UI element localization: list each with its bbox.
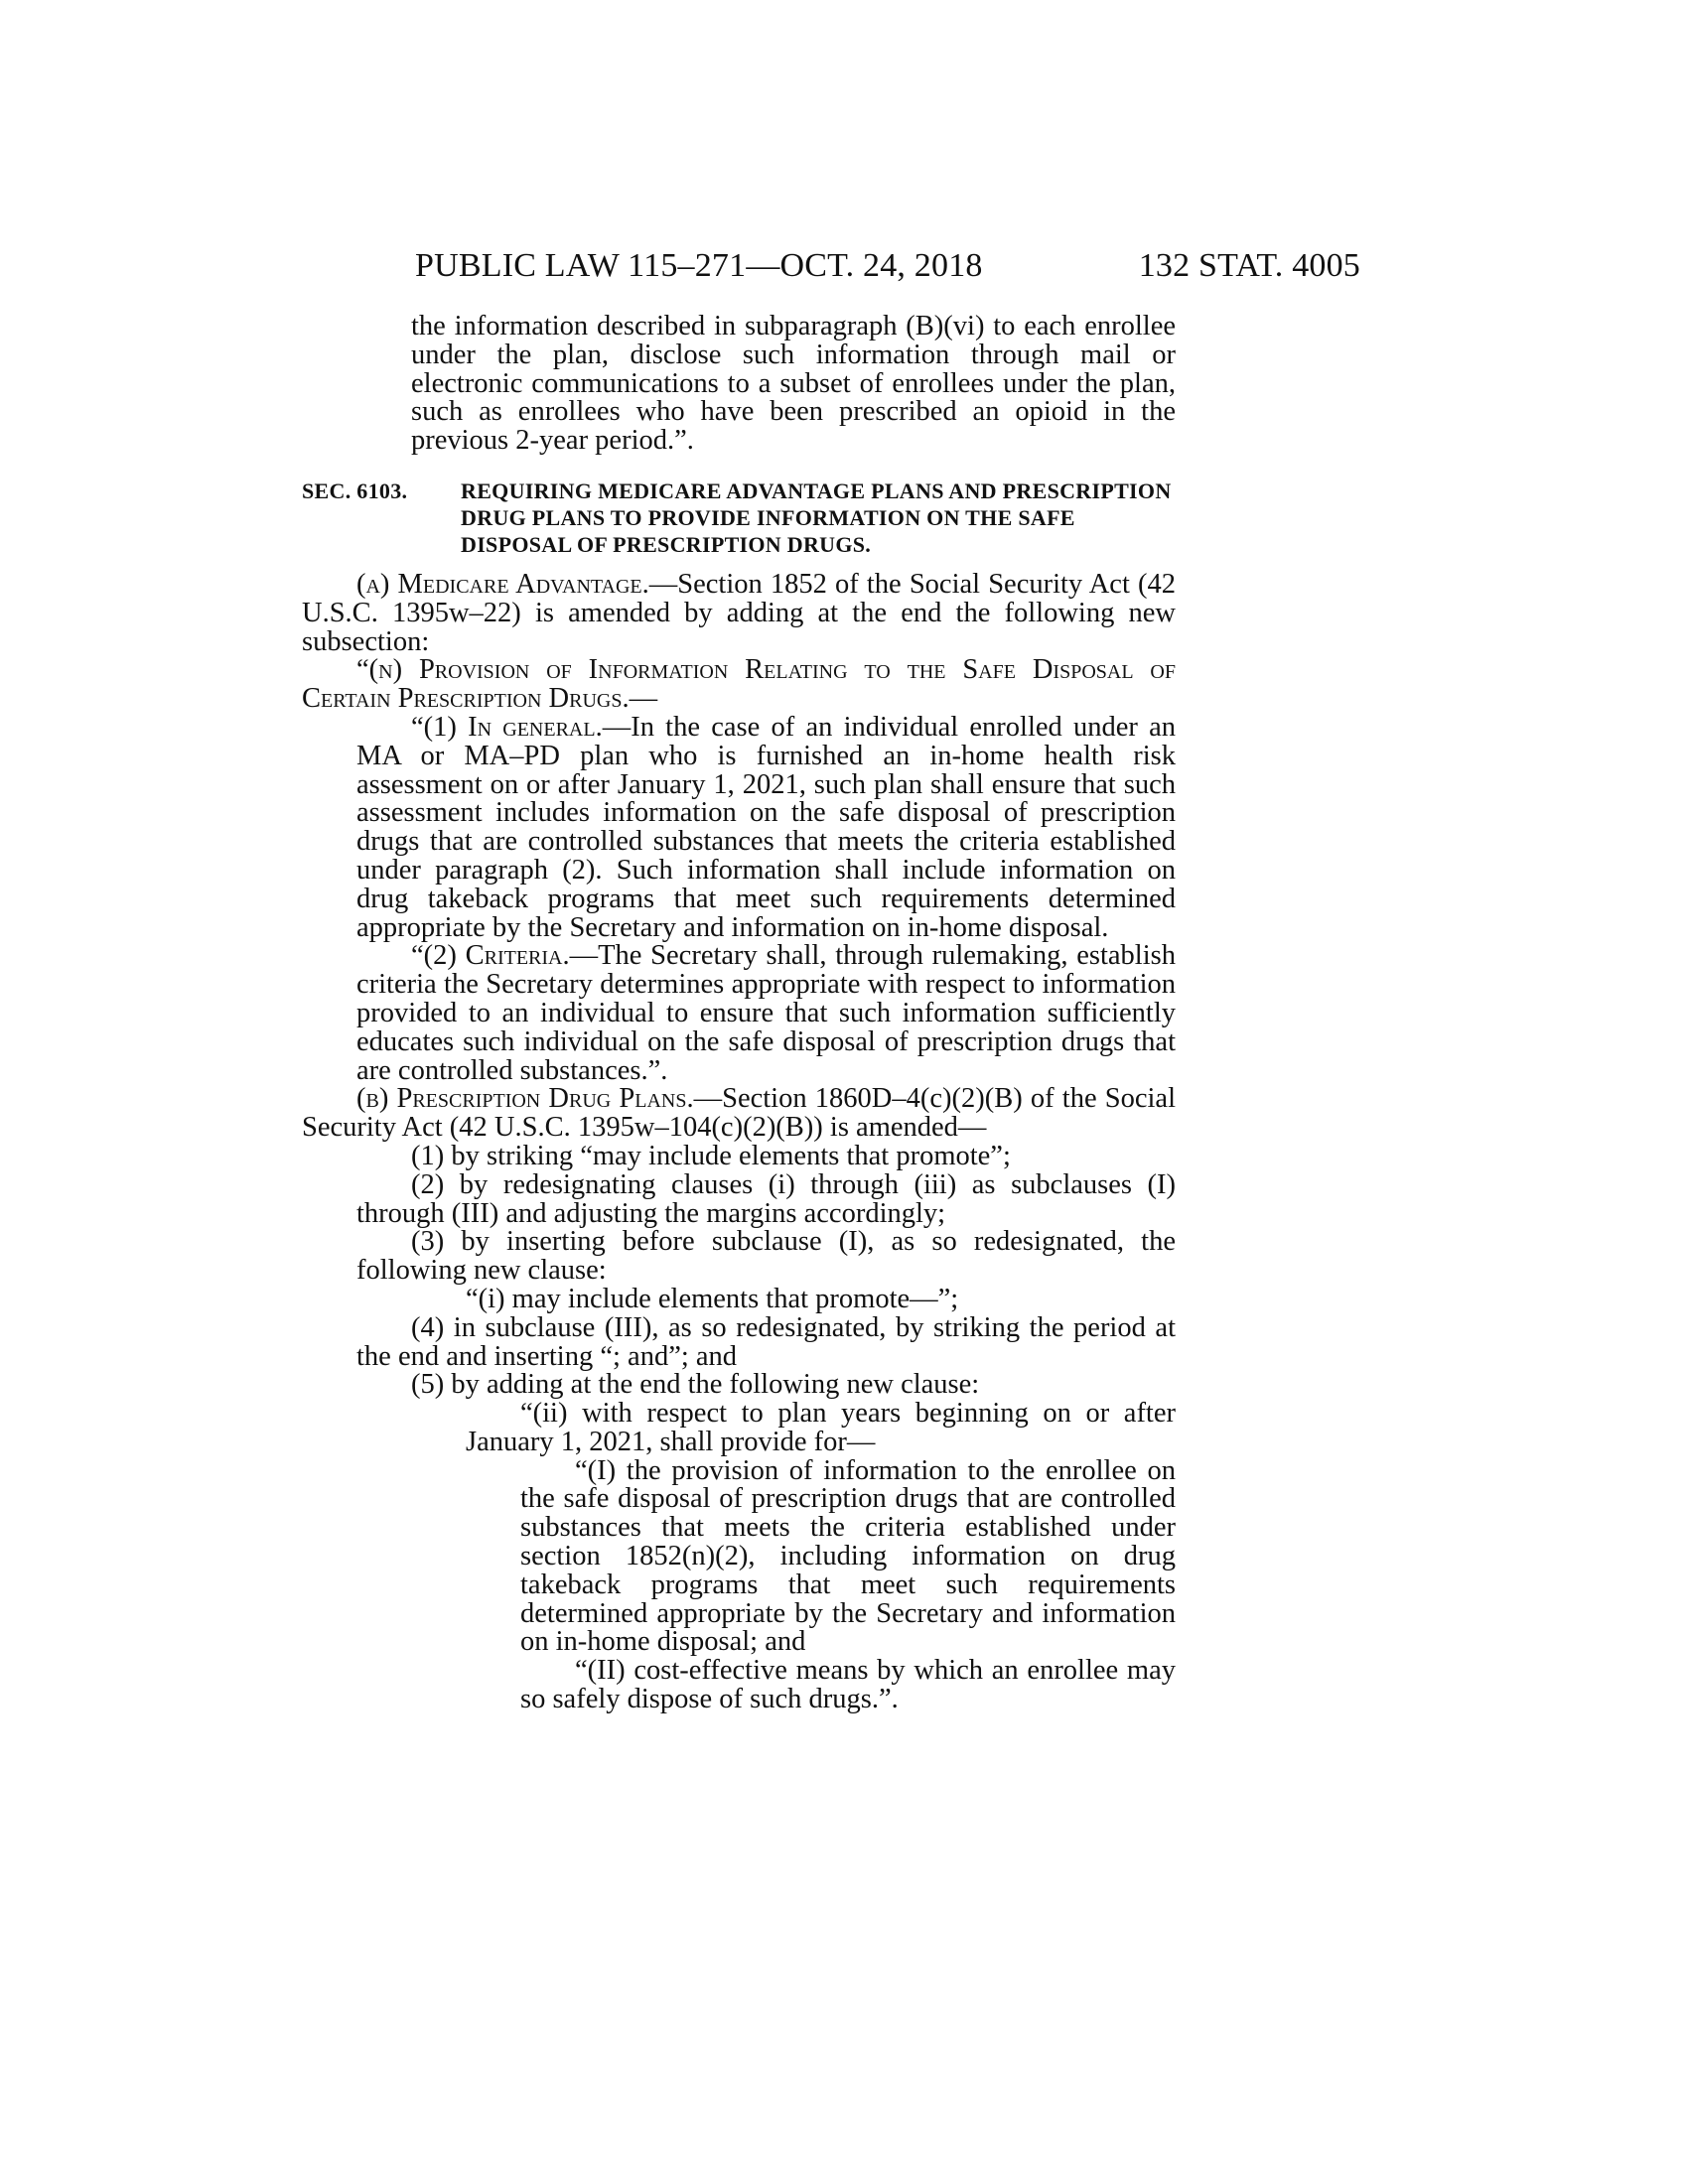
- paragraph-1-heading: “(1) In general.: [411, 711, 603, 743]
- paragraph-1-text: —In the case of an individual enrolled under an MA or MA–PD plan who is furnished an in-home health risk assessment on or after January 1, 2021, such plan shall ensure that such assessment includes information on the safe disposal of prescription drugs that are controlled substances that meets the criteria established under paragraph (2). Such information shall include information on drug takeback programs that meet such requirements determined appropriate by the Secretary and information on in-home disposal.: [356, 711, 1176, 943]
- subsection-a: [302, 568, 1176, 657]
- running-header: PUBLIC LAW 115–271—OCT. 24, 2018: [415, 247, 983, 284]
- amendment-5: (5) by adding at the end the following new clause:: [411, 1369, 980, 1401]
- subsection-n: [302, 656, 1176, 714]
- section-title: REQUIRING MEDICARE ADVANTAGE PLANS AND PRESCRIPTION DRUG PLANS TO PROVIDE INFORMATION ON THE SAFE DISPOSAL OF PRESCRIPTION DRUGS.: [461, 478, 1172, 557]
- amendment-2: (2) by redesignating clauses (i) through (iii) as subclauses (I) through (III) and adjusting the margins accordingly;: [356, 1168, 1176, 1229]
- new-clause-i: “(i) may include elements that promote—”;: [466, 1283, 959, 1314]
- paragraph-2-text: —The Secretary shall, through rulemaking, establish criteria the Secretary determines appropriate with respect to information provided to an individual to ensure that such information sufficiently educates such individual on the safe disposal of prescription drugs that are controlled substances.”.: [356, 940, 1176, 1086]
- subclause-II: “(II) cost-effective means by which an enrollee may so safely dispose of such drugs.”.: [520, 1655, 1176, 1715]
- continued-paragraph: the information described in subparagraph (B)(vi) to each enrollee under the plan, disclose such information through mail or electronic communications to a subset of enrollees under the plan, such as enrollees who have been prescribed an opioid in the previous 2-year period.”.: [411, 311, 1176, 457]
- new-clause-ii: “(ii) with respect to plan years beginning on or after January 1, 2021, shall provide for—: [466, 1398, 1176, 1457]
- subsection-b: [302, 1085, 1176, 1143]
- subsection-n-text: —: [629, 683, 658, 715]
- page-citation: 132 STAT. 4005: [1138, 247, 1360, 284]
- amendment-3: (3) by inserting before subclause (I), as so redesignated, the following new clause:: [356, 1226, 1176, 1287]
- section-heading: [302, 478, 1176, 558]
- subsection-a-text: —Section 1852 of the Social Security Act (42 U.S.C. 1395w–22) is amended by adding at the end the following new subsection:: [302, 568, 1176, 657]
- amendment-1: (1) by striking “may include elements that promote”;: [411, 1140, 1011, 1171]
- paragraph-1: [302, 711, 1176, 943]
- document-body: [302, 313, 1176, 1714]
- subsection-b-heading: (b) Prescription Drug Plans.: [356, 1083, 694, 1115]
- subsection-a-heading: (a) Medicare Advantage.: [356, 568, 649, 600]
- section-number: SEC. 6103.: [302, 478, 408, 503]
- subclause-I: “(I) the provision of information to the enrollee on the safe disposal of prescription drugs that are controlled substances that meets the criteria established under section 1852(n)(2), including information on drug takeback programs that meet such requirements determined appropriate by the Secretary and information on in-home disposal; and: [520, 1454, 1176, 1658]
- subsection-n-heading: “(n) Provision of Information Relating to the Safe Disposal of Certain Prescription Drugs.: [302, 654, 1176, 715]
- subsection-b-text: —Section 1860D–4(c)(2)(B) of the Social Security Act (42 U.S.C. 1395w–104(c)(2)(B)) is amended—: [302, 1083, 1177, 1144]
- amendment-4: (4) in subclause (III), as so redesignated, by striking the period at the end and inserting “; and”; and: [356, 1311, 1176, 1372]
- paragraph-2: [302, 942, 1176, 1085]
- paragraph-2-heading: “(2) Criteria.: [411, 940, 570, 972]
